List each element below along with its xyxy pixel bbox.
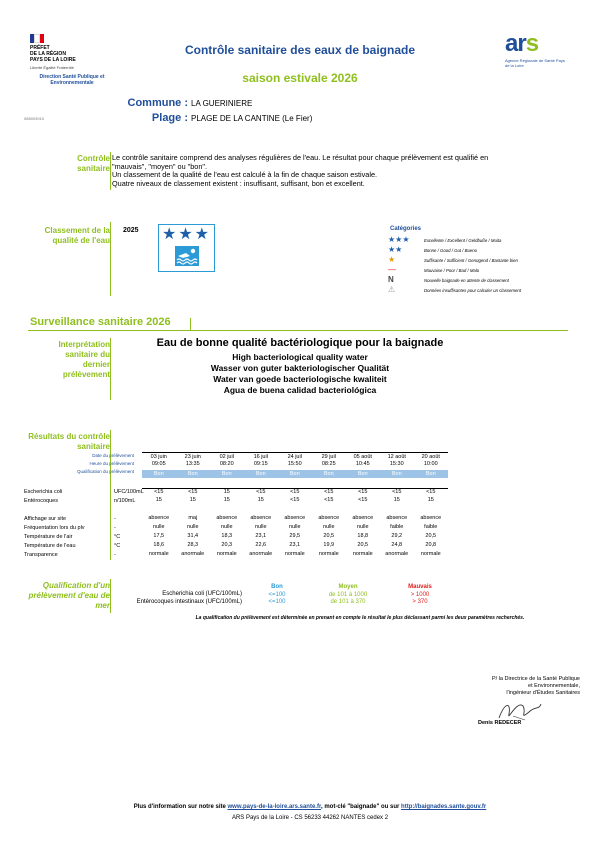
- qual-entero-label: Entérocoques intestinaux (UFC/100mL): [136, 598, 242, 605]
- category-row: [388, 246, 477, 254]
- result-cell: absence: [284, 515, 306, 521]
- heure-label: Heure du prélèvement: [89, 461, 134, 466]
- result-row-label: Température de l'eau: [24, 543, 76, 549]
- reference-code: 085003910: [24, 116, 45, 121]
- controle-line: Un classement de la qualité de l'eau est calculé à la fin de chaque saison estivale.: [112, 170, 378, 180]
- result-row-label: Escherichia coli: [24, 489, 63, 495]
- signature-name: Denis REDECER: [478, 720, 522, 726]
- category-symbol: —: [388, 265, 396, 274]
- qualif-cell: Bon: [210, 470, 244, 478]
- government-logo: [30, 34, 100, 70]
- interpretation-de: Wasser von guter bakteriologischer Qualität: [210, 363, 390, 373]
- footer-info: [60, 804, 560, 810]
- divider: [190, 318, 191, 330]
- classement-badge: [158, 224, 215, 272]
- result-cell: nulle: [186, 524, 199, 530]
- result-cell: faible: [424, 524, 438, 530]
- ars-subtitle: Agence Régionale de Santé Pays de la Loire: [505, 58, 565, 68]
- resultats-label: Résultats du contrôle sanitaire: [28, 432, 110, 451]
- swimmer-icon: [159, 244, 214, 268]
- heure-cell: 09:05: [151, 461, 166, 467]
- plage-value: PLAGE DE LA CANTINE (Le Fier): [191, 114, 313, 123]
- gov-line: PRÉFET: [30, 45, 50, 51]
- result-cell: normale: [284, 551, 305, 557]
- result-row-label: Entérocoques: [24, 498, 58, 504]
- category-row: [388, 286, 521, 294]
- heure-cell: 10:00: [423, 461, 438, 467]
- signature-line: P/ la Directrice de la Santé Publique: [491, 676, 580, 682]
- ars-logo-text-s: s: [525, 30, 539, 57]
- heure-cell: 13:35: [185, 461, 200, 467]
- heure-cell: 15:30: [389, 461, 404, 467]
- gov-line: DE LA RÉGION: [30, 51, 66, 57]
- interpretation-nl: Water van goede bacteriologische kwaliteit: [213, 374, 387, 384]
- category-row: [388, 256, 518, 264]
- qual-mauvais-title: Mauvais: [408, 584, 432, 590]
- category-text: Suffisante / Sufficient / Genügend / Bastante bien: [424, 257, 518, 263]
- result-row-unit: °C: [114, 534, 121, 540]
- qualification-label: Qualification d'un prélèvement d'eau de mer: [28, 581, 110, 610]
- result-cell: <15: [290, 497, 300, 503]
- result-cell: <15: [346, 488, 380, 496]
- table-row: [142, 524, 448, 532]
- category-symbol: ★: [388, 255, 396, 264]
- result-cell: 24,8: [391, 542, 403, 548]
- qual-bon-entero: <=100: [268, 599, 286, 605]
- qualif-cell: Bon: [278, 470, 312, 478]
- interpretation-label: Interprétation sanitaire du dernier prélèvement: [58, 340, 110, 379]
- date-label: Date du prélèvement: [92, 453, 134, 458]
- signature-line: et Environnementale,: [528, 683, 580, 689]
- result-cell: absence: [420, 515, 442, 521]
- result-cell: nulle: [254, 524, 267, 530]
- heure-cell: 08:20: [219, 461, 234, 467]
- category-text: Bonne / Good / Gut / Bueno: [424, 247, 478, 253]
- result-cell: 15: [223, 497, 230, 503]
- result-cell: 15: [155, 497, 162, 503]
- result-cell: faible: [390, 524, 404, 530]
- table-row: [142, 497, 448, 505]
- page-title: Contrôle sanitaire des eaux de baignade: [184, 43, 416, 57]
- footer-text: , mot-clé "baignade" ou sur: [320, 804, 400, 810]
- result-cell: normale: [352, 551, 373, 557]
- result-cell: 15: [210, 488, 244, 496]
- gov-line: PAYS DE LA LOIRE: [30, 57, 76, 63]
- result-cell: 31,4: [187, 533, 199, 539]
- qual-mauvais-ecoli: > 1000: [410, 591, 430, 598]
- result-cell: 15: [427, 497, 434, 503]
- category-symbol: N: [388, 275, 394, 284]
- result-cell: normale: [216, 551, 237, 557]
- qual-bon-ecoli: <=100: [268, 591, 286, 598]
- heure-cell: 15:50: [287, 461, 302, 467]
- result-row-label: Fréquentation lors du plv: [24, 525, 85, 531]
- result-cell: absence: [216, 515, 238, 521]
- qual-moyen-entero: de 101 à 370: [330, 599, 366, 605]
- result-cell: <15: [142, 488, 176, 496]
- controle-line: "mauvais", "moyen" ou "bon".: [112, 161, 208, 171]
- divider: [110, 579, 111, 613]
- result-cell: <15: [278, 488, 312, 496]
- controle-line: Le contrôle sanitaire comprend des analyses régulières de l'eau. Le résultat pour chaque prélèvement est qualifié en: [112, 153, 489, 162]
- qual-bon-title: Bon: [271, 584, 283, 590]
- result-cell: anormale: [249, 551, 273, 557]
- result-cell: nulle: [322, 524, 335, 530]
- result-cell: 23,1: [289, 542, 301, 548]
- result-cell: <15: [358, 497, 368, 503]
- interpretation-es: Agua de buena calidad bacteriológica: [223, 385, 377, 395]
- footer-text: Plus d'information sur notre site: [133, 804, 226, 810]
- ars-logo: [505, 30, 565, 68]
- result-cell: 23,1: [255, 533, 267, 539]
- qual-moyen-ecoli: de 101 à 1000: [328, 591, 368, 598]
- result-cell: 22,6: [255, 542, 267, 548]
- result-cell: nulle: [288, 524, 301, 530]
- heure-cell: 08:25: [321, 461, 336, 467]
- divider: [110, 222, 111, 296]
- date-cell: 24 juil: [278, 452, 312, 460]
- date-cell: 05 août: [346, 452, 380, 460]
- plage-label: Plage :: [151, 112, 188, 124]
- date-cell: 20 août: [414, 452, 448, 460]
- category-row: [388, 266, 479, 274]
- category-text: Données insuffisantes pour calculer un classement: [424, 287, 521, 293]
- directorate-name: Direction Santé Publique et Environnementale: [39, 74, 105, 86]
- result-cell: absence: [148, 515, 170, 521]
- classement-label: Classement de la qualité de l'eau: [44, 226, 110, 245]
- qual-moyen-title: Moyen: [338, 584, 358, 590]
- interpretation-en: High bacteriological quality water: [232, 352, 368, 362]
- result-cell: 15: [257, 497, 264, 503]
- baignades-website-link[interactable]: http://baignades.sante.gouv.fr: [401, 804, 487, 810]
- qual-bon: [247, 584, 307, 607]
- table-row: [142, 533, 448, 541]
- category-row: [388, 236, 501, 244]
- result-cell: 29,2: [391, 533, 403, 539]
- category-symbol: ★★: [388, 245, 403, 254]
- qual-moyen: [318, 584, 378, 607]
- qualif-label: Qualification du prélèvement: [76, 469, 134, 474]
- result-row-unit: n/100mL: [114, 498, 136, 504]
- result-cell: absence: [352, 515, 374, 521]
- divider: [110, 430, 111, 560]
- category-text: Nouvelle baignade en attente de classement: [424, 277, 509, 283]
- surveillance-title: Surveillance sanitaire 2026: [30, 316, 171, 328]
- star-icon: ★★★: [161, 226, 212, 243]
- result-cell: <15: [414, 488, 448, 496]
- result-cell: absence: [250, 515, 272, 521]
- qualif-cell: Bon: [176, 470, 210, 478]
- result-cell: 20,3: [221, 542, 233, 548]
- qualif-cell: Bon: [380, 470, 414, 478]
- table-row: [142, 542, 448, 550]
- result-cell: normale: [318, 551, 339, 557]
- category-row: [388, 276, 509, 284]
- result-cell: <15: [324, 497, 334, 503]
- date-cell: 29 juil: [312, 452, 346, 460]
- divider: [110, 152, 111, 190]
- table-row: [142, 488, 448, 496]
- category-symbol: ⚠: [388, 285, 396, 294]
- result-row-unit: -: [114, 525, 116, 531]
- classement-year: 2025: [123, 227, 139, 234]
- qualif-cell: Bon: [312, 470, 346, 478]
- result-row-unit: UFC/100mL: [114, 489, 144, 495]
- result-row-label: Transparence: [24, 552, 58, 558]
- date-cell: 16 juil: [244, 452, 278, 460]
- result-cell: maj: [188, 515, 198, 521]
- qualif-cell: Bon: [414, 470, 448, 478]
- qual-mauvais: [390, 584, 450, 607]
- gov-motto: Liberté Égalité Fraternité: [30, 65, 74, 70]
- ars-website-link[interactable]: www.pays-de-la-loire.ars.sante.fr: [227, 804, 321, 810]
- divider: [110, 338, 111, 400]
- result-row-unit: -: [114, 516, 116, 522]
- qualif-cell: Bon: [244, 470, 278, 478]
- result-cell: nulle: [152, 524, 165, 530]
- result-cell: <15: [312, 488, 346, 496]
- dates-row: [142, 452, 448, 460]
- result-cell: 19,9: [323, 542, 335, 548]
- result-cell: normale: [420, 551, 441, 557]
- qualification-note: La qualification du prélèvement est déterminée en prenant en compte le résultat le plus déclassant parmi les deux paramètres recherchés.: [195, 615, 525, 621]
- date-cell: 12 août: [380, 452, 414, 460]
- result-cell: nulle: [356, 524, 369, 530]
- qualifs-row: [142, 470, 448, 478]
- result-cell: 15: [393, 497, 400, 503]
- result-cell: normale: [148, 551, 169, 557]
- controle-label: Contrôle sanitaire: [77, 154, 110, 173]
- result-cell: absence: [386, 515, 408, 521]
- controle-text: [112, 154, 542, 188]
- flag-icon: [30, 34, 44, 43]
- date-cell: 03 juin: [142, 452, 176, 460]
- category-symbol: ★★★: [388, 235, 410, 244]
- table-row: [142, 515, 448, 523]
- result-row-label: Affichage sur site: [24, 516, 67, 522]
- result-cell: 17,5: [153, 533, 165, 539]
- result-cell: 20,5: [425, 533, 437, 539]
- result-cell: absence: [318, 515, 340, 521]
- qual-ecoli-label: Escherichia coli (UFC/100mL): [162, 591, 242, 597]
- result-cell: <15: [380, 488, 414, 496]
- result-cell: 20,5: [323, 533, 335, 539]
- signature-block: [440, 676, 580, 697]
- signature-line: l'ingénieur d'Études Sanitaires: [506, 690, 580, 696]
- qual-mauvais-entero: > 370: [412, 599, 428, 605]
- result-cell: 18,8: [357, 533, 369, 539]
- controle-line: Quatre niveaux de classement existent : insuffisant, suffisant, bon et excellent.: [112, 178, 365, 188]
- result-cell: anormale: [385, 551, 409, 557]
- heures-row: [142, 460, 448, 468]
- result-cell: 18,6: [153, 542, 165, 548]
- commune-label: Commune :: [127, 97, 188, 109]
- heure-cell: 09:15: [253, 461, 268, 467]
- result-cell: 20,5: [357, 542, 369, 548]
- result-row-label: Température de l'air: [24, 534, 73, 540]
- category-text: Mauvaise / Poor / Bad / Malo: [424, 267, 480, 273]
- result-row-unit: °C: [114, 543, 121, 549]
- result-cell: 29,5: [289, 533, 301, 539]
- categories-title: Catégories: [390, 226, 422, 232]
- footer-address: ARS Pays de la Loire - CS 56233 44262 NANTES cedex 2: [231, 815, 389, 821]
- result-row-unit: -: [114, 552, 116, 558]
- qualif-cell: Bon: [142, 470, 176, 478]
- result-cell: <15: [244, 488, 278, 496]
- page-subtitle: saison estivale 2026: [242, 71, 358, 85]
- table-row: [142, 551, 448, 559]
- result-cell: 28,3: [187, 542, 199, 548]
- commune-value: LA GUERINIERE: [191, 99, 253, 108]
- qualif-cell: Bon: [346, 470, 380, 478]
- result-cell: 18,3: [221, 533, 233, 539]
- result-cell: <15: [176, 488, 210, 496]
- interpretation-main: Eau de bonne qualité bactériologique pour la baignade: [156, 337, 444, 349]
- result-cell: 20,8: [425, 542, 437, 548]
- ars-logo-text: ar: [505, 30, 526, 57]
- result-cell: nulle: [220, 524, 233, 530]
- result-cell: anormale: [181, 551, 205, 557]
- result-cell: 15: [189, 497, 196, 503]
- category-text: Excellente / Excellent / Geldbuße / Muita: [424, 237, 502, 243]
- heure-cell: 10:45: [355, 461, 370, 467]
- date-cell: 02 juil: [210, 452, 244, 460]
- date-cell: 23 juin: [176, 452, 210, 460]
- divider: [28, 330, 568, 331]
